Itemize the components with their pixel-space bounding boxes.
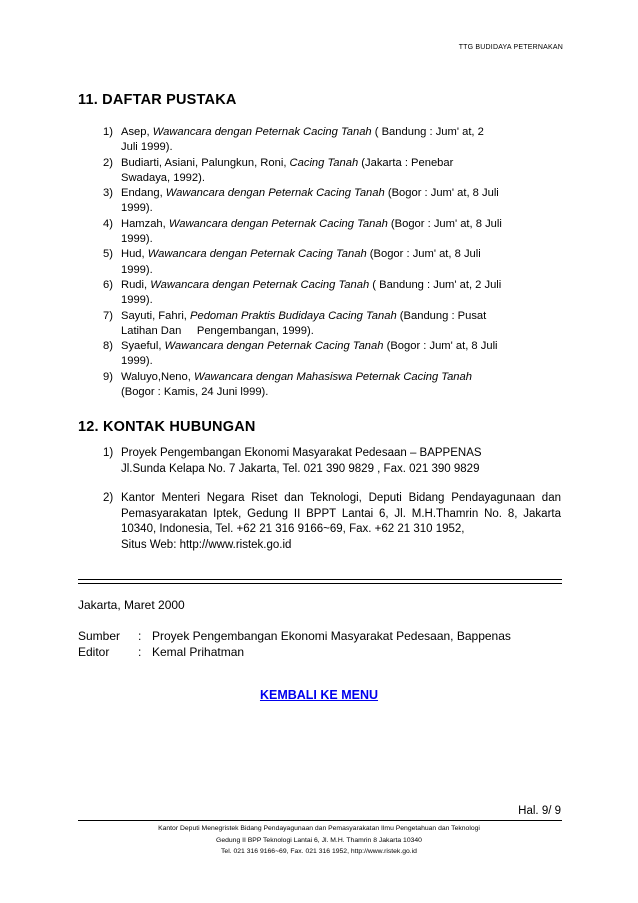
contact-list <box>103 446 561 553</box>
reference-publication: (Bandung : Pusat <box>396 309 487 322</box>
back-to-menu-link[interactable]: KEMBALI KE MENU <box>259 688 379 702</box>
reference-body <box>121 278 561 309</box>
contact-item-number: 1) <box>103 447 114 459</box>
contact-item-number: 2) <box>103 492 114 504</box>
contact-item-body <box>121 491 561 553</box>
page-number: Hal. 9/ 9 <box>518 805 561 817</box>
meta-colon: : <box>138 629 142 643</box>
section-title-references: 11. DAFTAR PUSTAKA <box>78 92 237 108</box>
meta-label: Sumber <box>78 629 121 643</box>
reference-publication: (Bogor : Jum' at, 8 Juli <box>387 217 502 230</box>
reference-title: Wawancara dengan Peternak Cacing Tanah <box>165 187 385 200</box>
reference-item <box>103 125 561 156</box>
reference-continuation: Latihan Dan Pengembangan, 1999). <box>121 324 314 337</box>
reference-author: Syaeful, <box>121 340 165 353</box>
meta-row-source <box>78 628 511 644</box>
reference-number: 2) <box>103 156 113 169</box>
footer-line: Kantor Deputi Menegristek Bidang Pendayagunaan dan Pemasyarakatan Ilmu Pengetahuan dan Teknologi <box>158 825 480 832</box>
reference-item <box>103 186 561 217</box>
reference-number: 3) <box>103 187 113 200</box>
reference-continuation: 1999). <box>121 294 153 307</box>
reference-item <box>103 247 561 278</box>
section-title-contact: 12. KONTAK HUBUNGAN <box>78 419 256 435</box>
reference-number: 4) <box>103 217 113 230</box>
reference-body <box>121 125 561 156</box>
reference-number: 5) <box>103 248 113 261</box>
reference-number: 6) <box>103 278 113 291</box>
reference-number: 7) <box>103 309 113 322</box>
contact-item-line: Proyek Pengembangan Ekonomi Masyarakat Pedesaan – BAPPENAS <box>121 447 482 459</box>
section-divider <box>78 583 562 584</box>
meta-row-editor <box>78 644 511 660</box>
reference-body <box>121 339 561 370</box>
reference-item <box>103 309 561 340</box>
contact-item-body <box>121 446 561 477</box>
reference-item <box>103 217 561 248</box>
reference-title: Wawancara dengan Peternak Cacing Tanah <box>168 217 388 230</box>
contact-item-line: Kantor Menteri Negara Riset dan Teknologi, Deputi Bidang Pendayagunaan dan Pemasyarakatan Iptek, Gedung II BPPT Lantai 6, Jl. M.H.Thamrin No. 8, Jakarta 10340, Indonesia, Tel. +62 21 316 9166~69, Fax. +62 21 310 1952, <box>121 492 561 535</box>
reference-author: Asep, <box>121 126 153 138</box>
place-date: Jakarta, Maret 2000 <box>78 598 185 612</box>
reference-author: Hud, <box>121 248 148 261</box>
footer-divider <box>78 820 562 821</box>
meta-value: Kemal Prihatman <box>152 645 245 659</box>
reference-item <box>103 156 561 187</box>
reference-continuation: (Bogor : Kamis, 24 Juni l999). <box>121 386 269 399</box>
contact-item-line: Situs Web: http://www.ristek.go.id <box>121 538 292 551</box>
reference-item <box>103 278 561 309</box>
document-meta <box>78 628 511 660</box>
reference-number: 8) <box>103 340 113 353</box>
contact-item <box>103 446 561 477</box>
contact-item-line: Jl.Sunda Kelapa No. 7 Jakarta, Tel. 021 390 9829 , Fax. 021 390 9829 <box>121 462 480 475</box>
reference-list <box>103 125 561 400</box>
reference-body <box>121 247 561 278</box>
footer-line: Gedung II BPP Teknologi Lantai 6, Jl. M.H. Thamrin 8 Jakarta 10340 <box>216 836 422 844</box>
reference-title: Wawancara dengan Mahasiswa Peternak Cacing Tanah <box>193 370 472 383</box>
reference-body <box>121 186 561 217</box>
section-divider <box>78 579 562 580</box>
reference-author: Hamzah, <box>121 217 169 230</box>
footer-line: Tel. 021 316 9166~69, Fax. 021 316 1952, http://www.ristek.go.id <box>221 848 417 855</box>
reference-number: 1) <box>103 126 113 138</box>
reference-continuation: 1999). <box>121 233 153 246</box>
reference-continuation: Swadaya, 1992). <box>121 171 205 184</box>
reference-body <box>121 217 561 248</box>
reference-title: Wawancara dengan Peternak Cacing Tanah <box>164 340 384 353</box>
reference-title: Wawancara dengan Peternak Cacing Tanah <box>152 126 372 138</box>
reference-title: Wawancara dengan Peternak Cacing Tanah <box>147 248 367 261</box>
meta-label: Editor <box>78 645 110 659</box>
reference-author: Endang, <box>121 187 166 200</box>
meta-colon: : <box>138 645 142 659</box>
reference-publication: (Jakarta : Penebar <box>358 156 454 169</box>
reference-continuation: 1999). <box>121 202 153 215</box>
reference-body <box>121 309 561 340</box>
reference-publication: (Bogor : Jum' at, 8 Juli <box>383 340 498 353</box>
reference-body <box>121 370 561 401</box>
reference-publication: ( Bandung : Jum' at, 2 Juli <box>369 278 502 291</box>
reference-publication: ( Bandung : Jum' at, 2 <box>371 126 484 138</box>
reference-item <box>103 370 561 401</box>
reference-continuation: Juli 1999). <box>121 141 173 154</box>
reference-continuation: 1999). <box>121 355 153 368</box>
running-header: TTG BUDIDAYA PETERNAKAN <box>458 44 563 51</box>
reference-author: Budiarti, Asiani, Palungkun, Roni, <box>121 156 290 169</box>
reference-title: Cacing Tanah <box>289 156 359 169</box>
reference-continuation: 1999). <box>121 263 153 276</box>
reference-number: 9) <box>103 370 113 383</box>
meta-value: Proyek Pengembangan Ekonomi Masyarakat Pedesaan, Bappenas <box>152 629 511 643</box>
page-footer <box>0 823 638 858</box>
reference-publication: (Bogor : Jum' at, 8 Juli <box>366 248 481 261</box>
reference-title: Pedoman Praktis Budidaya Cacing Tanah <box>190 309 397 322</box>
reference-author: Sayuti, Fahri, <box>121 309 191 322</box>
reference-author: Waluyo,Neno, <box>121 370 194 383</box>
reference-author: Rudi, <box>121 278 151 291</box>
reference-item <box>103 339 561 370</box>
contact-item <box>103 491 561 553</box>
reference-body <box>121 156 561 187</box>
reference-publication: (Bogor : Jum' at, 8 Juli <box>384 187 499 200</box>
reference-title: Wawancara dengan Peternak Cacing Tanah <box>150 278 370 291</box>
